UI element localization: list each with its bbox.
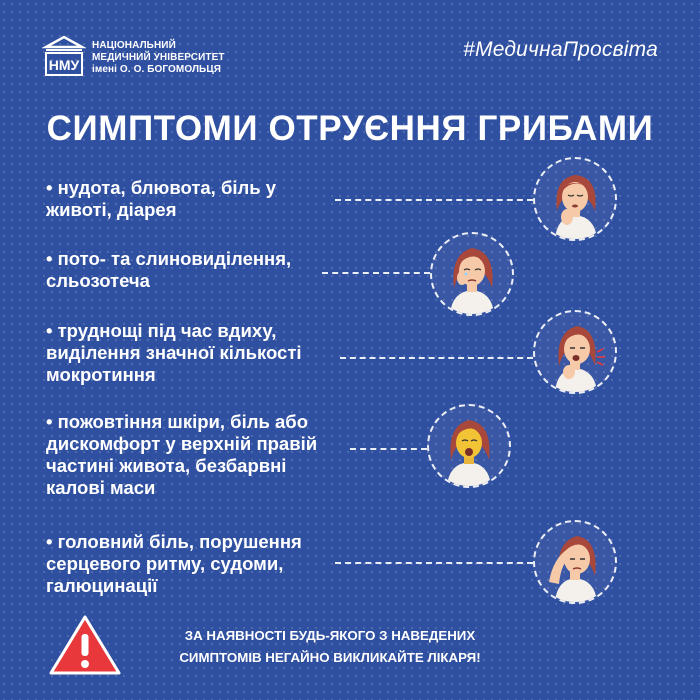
symptom-text-line: • пото- та слиновиділення, <box>46 248 292 269</box>
dashed-connector <box>340 357 533 359</box>
symptom-item <box>46 320 302 386</box>
warning-triangle-icon <box>48 614 122 676</box>
jaundiced-woman-icon <box>427 404 511 488</box>
university-name-line: імені О. О. БОГОМОЛЬЦЯ <box>92 64 222 75</box>
symptom-item <box>46 248 291 292</box>
symptom-text-line: мокротиння <box>46 364 156 385</box>
symptom-text-line: серцевого ритму, судоми, <box>46 553 284 574</box>
symptom-text-line: животі, діарея <box>46 199 177 220</box>
symptom-item <box>46 531 302 597</box>
symptom-text-line: • пожовтіння шкіри, біль або <box>46 411 309 432</box>
hashtag: #МедичнаПросвіта <box>463 38 658 61</box>
warning-message <box>140 625 520 669</box>
dashed-connector <box>322 272 430 274</box>
symptom-text-line: • головний біль, порушення <box>46 531 302 552</box>
symptom-text-line: виділення значної кількості <box>46 342 302 363</box>
university-logo-icon <box>42 35 86 81</box>
symptom-text-line: галюцинації <box>46 575 158 596</box>
warning-text-line: СИМПТОМІВ НЕГАЙНО ВИКЛИКАЙТЕ ЛІКАРЯ! <box>179 650 481 665</box>
symptom-text-line: калові маси <box>46 477 156 498</box>
dashed-connector <box>350 448 427 450</box>
symptom-item <box>46 411 317 499</box>
university-name <box>92 40 225 76</box>
symptom-text-line: частині живота, безбарвні <box>46 455 287 476</box>
symptom-item <box>46 177 276 221</box>
nausea-woman-icon <box>533 157 617 241</box>
symptom-text-line: сльозотеча <box>46 270 150 291</box>
university-name-line: МЕДИЧНИЙ УНІВЕРСИТЕТ <box>92 52 225 63</box>
warning-text-line: ЗА НАЯВНОСТІ БУДЬ-ЯКОГО З НАВЕДЕНИХ <box>184 628 476 643</box>
symptom-text-line: • нудота, блювота, біль у <box>46 177 277 198</box>
symptom-text-line: • труднощі під час вдиху, <box>46 320 277 341</box>
university-logo <box>42 35 225 81</box>
crying-woman-icon <box>430 232 514 316</box>
headache-woman-icon <box>533 520 617 604</box>
dashed-connector <box>335 199 533 201</box>
dashed-connector <box>335 562 533 564</box>
page-title: СИМПТОМИ ОТРУЄННЯ ГРИБАМИ <box>46 109 654 148</box>
university-name-line: НАЦІОНАЛЬНИЙ <box>92 40 176 51</box>
logo-letters: НМУ <box>48 57 80 73</box>
symptom-text-line: дискомфорт у верхній правій <box>46 433 318 454</box>
coughing-woman-icon <box>533 310 617 394</box>
